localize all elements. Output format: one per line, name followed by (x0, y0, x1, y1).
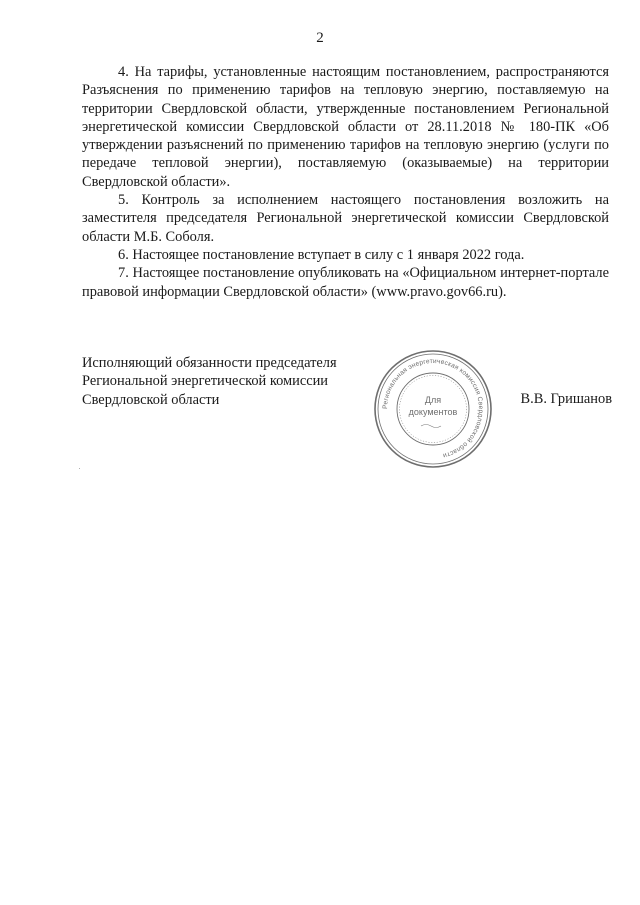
paragraph-7: 7. Настоящее постановление опубликовать на «Официальном интернет-портале правовой информации Свердловской области» (www.pravo.gov66.ru). (82, 265, 609, 300)
signature-block (82, 354, 612, 409)
seal-signature-scribble (421, 425, 441, 428)
paragraph-6: 6. Настоящее постановление вступает в силу с 1 января 2022 года. (118, 246, 525, 263)
seal-center-line-2: документов (408, 407, 458, 417)
paragraph-4: 4. На тарифы, установленные настоящим постановлением, распространяются Разъяснения по применению тарифов на тепловую энергию, поставляемую на территории Свердловской области, утвержденные постановлением Региональной энергетической комиссии Свердловской области от 28.11.2018 № 180-ПК «Об утверждении разъяснений по применению тарифов на тепловую энергию (услуги по передаче тепловой энергии), поставляемую (оказываемые) на территории Свердловской области». (82, 64, 609, 190)
document-body (82, 63, 609, 301)
page-number: 2 (316, 30, 324, 46)
seal-ring-text: Региональная энергетическая комиссия Свердловской области (381, 357, 485, 459)
paragraph-5: 5. Контроль за исполнением настоящего постановления возложить на заместителя председателя Региональной энергетической комиссии Свердловской области М.Б. Соболя. (82, 192, 609, 245)
seal-center-line-1: Для (424, 395, 442, 405)
scan-speck (79, 468, 80, 469)
signatory-title-line-2: Региональной энергетической комиссии (82, 373, 328, 390)
official-seal-stamp (372, 348, 494, 470)
signatory-title-line-1: Исполняющий обязанности председателя (82, 355, 337, 371)
signatory-name: В.В. Гришанов (520, 391, 612, 407)
signatory-title-line-3: Свердловской области (82, 391, 220, 408)
